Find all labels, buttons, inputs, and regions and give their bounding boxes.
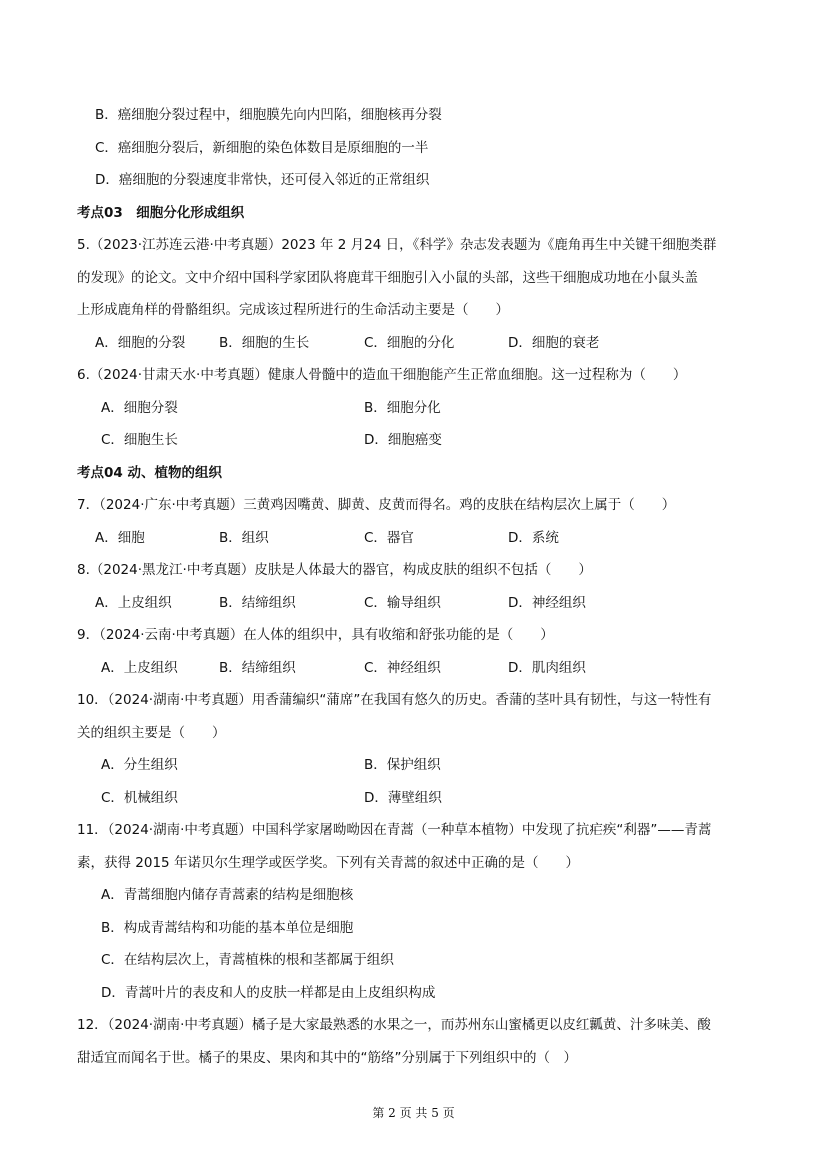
q10-option-a: A．分生组织	[101, 757, 178, 773]
q11-option-b: B．构成青蒿结构和功能的基本单位是细胞	[101, 920, 354, 936]
q5-option-a: A．细胞的分裂	[95, 335, 186, 351]
q6-stem-line1: 6.（2024·甘肃天水·中考真题）健康人骨髓中的造血干细胞能产生正常血细胞。这一过程称为（ ）	[77, 367, 687, 383]
q11-stem-line1: 11．（2024·湖南·中考真题）中国科学家屠呦呦因在青蒿（一种草本植物）中发现了抗疟疾“利器”——青蒿	[77, 822, 712, 838]
q9-option-a: A．上皮组织	[101, 660, 178, 676]
q5-stem-line2: 的发现》的论文。文中介绍中国科学家团队将鹿茸干细胞引入小鼠的头部，这些干细胞成功地在小鼠头盖	[77, 270, 698, 286]
q4-option-c: C．癌细胞分裂后，新细胞的染色体数目是原细胞的一半	[95, 140, 429, 156]
q8-option-d: D．神经组织	[508, 595, 586, 611]
q7-option-b: B．组织	[219, 530, 269, 546]
q12-stem-line1: 12．（2024·湖南·中考真题）橘子是大家最熟悉的水果之一，而苏州东山蜜橘更以皮红瓤黄、汁多味美、酸	[77, 1017, 711, 1033]
q6-option-b: B．细胞分化	[364, 400, 441, 416]
q10-stem-line2: 关的组织主要是（ ）	[77, 725, 226, 741]
page-footer: 第 2 页 共 5 页	[372, 1106, 455, 1120]
q11-option-d: D．青蒿叶片的表皮和人的皮肤一样都是由上皮组织构成	[101, 985, 436, 1001]
q6-option-a: A．细胞分裂	[101, 400, 178, 416]
q8-option-a: A．上皮组织	[95, 595, 172, 611]
q12-stem-line2: 甜适宜而闻名于世。橘子的果皮、果肉和其中的“筋络”分别属于下列组织中的（ ）	[77, 1050, 577, 1066]
q9-option-b: B．结缔组织	[219, 660, 296, 676]
section-heading-3: 考点03 细胞分化形成组织	[77, 205, 245, 221]
q5-option-c: C．细胞的分化	[364, 335, 455, 351]
q7-stem-line1: 7．（2024·广东·中考真题）三黄鸡因嘴黄、脚黄、皮黄而得名。鸡的皮肤在结构层次上属于（ ）	[77, 497, 676, 513]
q5-stem-line3: 上形成鹿角样的骨骼组织。完成该过程所进行的生命活动主要是（ ）	[77, 302, 509, 318]
q8-option-b: B．结缔组织	[219, 595, 296, 611]
q9-option-d: D．肌肉组织	[508, 660, 586, 676]
q10-option-d: D．薄壁组织	[364, 790, 442, 806]
q6-option-c: C．细胞生长	[101, 432, 178, 448]
q7-option-a: A．细胞	[95, 530, 145, 546]
section-heading-4: 考点04 动、植物的组织	[77, 465, 222, 481]
q11-stem-line2: 素，获得 2015 年诺贝尔生理学或医学奖。下列有关青蒿的叙述中正确的是（ ）	[77, 855, 579, 871]
q9-stem-line1: 9．（2024·云南·中考真题）在人体的组织中，具有收缩和舒张功能的是（ ）	[77, 627, 554, 643]
q10-option-c: C．机械组织	[101, 790, 178, 806]
q7-option-d: D．系统	[508, 530, 559, 546]
q5-option-d: D．细胞的衰老	[508, 335, 600, 351]
q8-stem-line1: 8.（2024·黑龙江·中考真题）皮肤是人体最大的器官，构成皮肤的组织不包括（ ）	[77, 562, 592, 578]
q11-option-c: C．在结构层次上，青蒿植株的根和茎都属于组织	[101, 952, 394, 968]
q4-option-d: D．癌细胞的分裂速度非常快，还可侵入邻近的正常组织	[95, 172, 430, 188]
q5-stem-line1: 5.（2023·江苏连云港·中考真题）2023 年 2 月24 日，《科学》杂志发表题为《鹿角再生中关键干细胞类群	[77, 237, 717, 253]
q9-option-c: C．神经组织	[364, 660, 441, 676]
q11-option-a: A．青蒿细胞内储存青蒿素的结构是细胞核	[101, 887, 354, 903]
q10-stem-line1: 10．（2024·湖南·中考真题）用香蒲编织“蒲席”在我国有悠久的历史。香蒲的茎叶具有韧性，与这一特性有	[77, 692, 712, 708]
q5-option-b: B．细胞的生长	[219, 335, 310, 351]
q7-option-c: C．器官	[364, 530, 414, 546]
q4-option-b: B．癌细胞分裂过程中，细胞膜先向内凹陷，细胞核再分裂	[95, 107, 442, 123]
q10-option-b: B．保护组织	[364, 757, 441, 773]
q6-option-d: D．细胞癌变	[364, 432, 442, 448]
q8-option-c: C．输导组织	[364, 595, 441, 611]
